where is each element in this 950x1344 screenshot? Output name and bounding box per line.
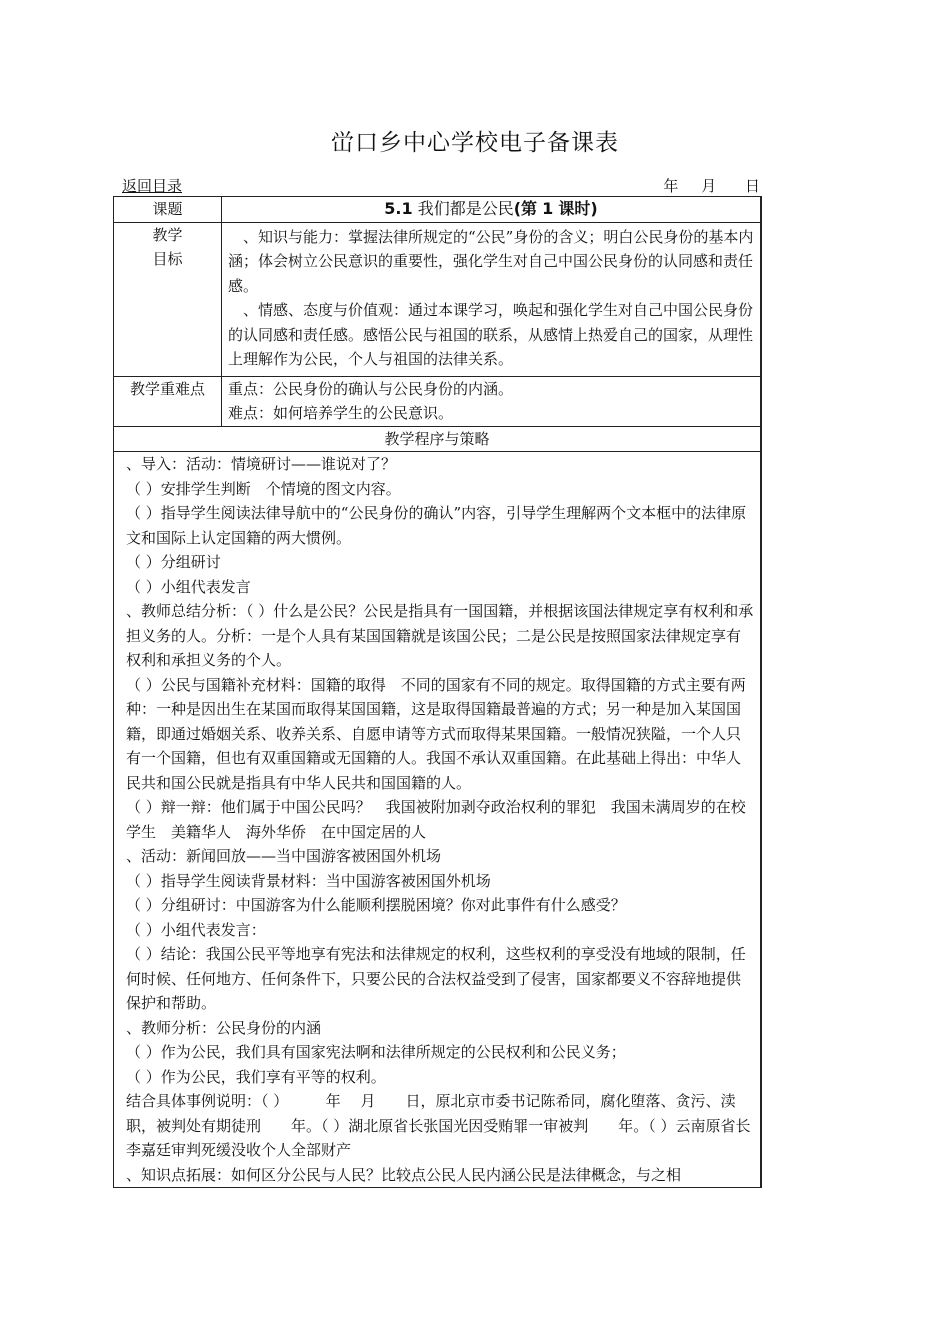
date-day-label: 日 (744, 177, 760, 195)
procedure-header: 教学程序与策略 (114, 426, 762, 452)
procedure-line: （ ）安排学生判断 个情境的图文内容。 (126, 479, 401, 498)
procedure-line: 、教师分析：公民身份的内涵 (126, 1018, 322, 1037)
procedure-line: 、导入：活动：情境研讨——谁说对了？ (126, 455, 397, 473)
goal-item: 、情感、态度与价值观：通过本课学习，唤起和强化学生对自己中国公民身份的认同感和责任感。感悟公民与祖国的联系，从感情上热爱自己的国家，从理性上理解作为公民，个人与祖国的法律关系。 (228, 301, 754, 368)
date-field (645, 175, 760, 196)
difficulty-key-point: 重点：公民身份的确认与公民身份的内涵。 (228, 379, 514, 398)
page-title: 峃口乡中心学校电子备课表 (331, 130, 619, 156)
procedure-line: 、教师总结分析：（ ）什么是公民？公民是指具有一国国籍，并根据该国法律规定享有权利和承担义务的人。分析：一是个人具有某国国籍就是该国公民；二是公民是按照国家法律规定享有权利和承担义务的个人。 (126, 602, 754, 669)
goals-content (222, 222, 762, 376)
procedure-line: （ ）小组代表发言 (126, 577, 251, 596)
lesson-plan-table (113, 196, 762, 1188)
procedure-line: （ ）辩一辩：他们属于中国公民吗？ 我国被附加剥夺政治权利的罪犯 我国未满周岁的在校学生 美籍华人 海外华侨 在中国定居的人 (126, 798, 746, 841)
topic-value (222, 197, 762, 223)
procedure-line: （ ）指导学生阅读法律导航中的“公民身份的确认”内容，引导学生理解两个文本框中的法律原文和国际上认定国籍的两大惯例。 (126, 504, 747, 547)
goal-item: 、知识与能力：掌握法律所规定的“公民”身份的含义；明白公民身份的基本内涵；体会树立公民意识的重要性，强化学生对自己中国公民身份的认同感和责任感。 (228, 227, 754, 295)
procedure-line: 、知识点拓展：如何区分公民与人民？比较点公民人民内涵公民是法律概念，与之相 (126, 1165, 682, 1184)
procedure-line: 、活动：新闻回放——当中国游客被困国外机场 (126, 847, 442, 865)
procedure-line: （ ）小组代表发言： (126, 920, 266, 939)
header-row (122, 175, 760, 197)
topic-title: 我们都是公民 (417, 199, 514, 218)
procedure-line: （ ）公民与国籍补充材料：国籍的取得 不同的国家有不同的规定。取得国籍的方式主要有两种：一种是因出生在某国而取得某国国籍，这是取得国籍最普遍的方式；另一种是加入某国国籍，即通过婚姻关系、收养关系、自愿申请等方式而取得某果国籍。一般情况狭隘，一个人只有一个国籍，但也有双重国籍或无国籍的人。我国不承认双重国籍。在此基础上得出：中华人民共和国公民就是指具有中华人民共和国国籍的人。 (126, 675, 746, 792)
topic-number: 5.1 (384, 199, 413, 218)
procedure-content (114, 452, 762, 1188)
difficulty-label: 教学重难点 (114, 376, 222, 426)
topic-label: 课题 (114, 197, 222, 223)
procedure-line: （ ）分组研讨：中国游客为什么能顺利摆脱困境？你对此事件有什么感受？ (126, 896, 626, 914)
procedure-line: （ ）结论：我国公民平等地享有宪法和法律规定的权利，这些权利的享受没有地域的限制，任何时候、任何地方、任何条件下，只要公民的合法权益受到了侵害，国家都要义不容辞地提供保护和帮助。 (126, 945, 746, 1012)
procedure-line: （ ）作为公民，我们享有平等的权利。 (126, 1067, 386, 1086)
goals-label-line-1: 教学 (152, 225, 183, 244)
topic-paren-close: 课时) (558, 199, 598, 218)
goals-label-line-2: 目标 (152, 250, 183, 268)
date-year-label: 年 (663, 177, 679, 195)
topic-lesson-number: 1 (542, 199, 554, 218)
procedure-line: （ ）作为公民，我们具有国家宪法啊和法律所规定的公民权利和公民义务； (126, 1043, 626, 1061)
procedure-line: 结合具体事例说明：（ ） 年 月 日，原北京市委书记陈希同，腐化堕落、贪污、渎职，被判处有期徒刑 年。（ ）湖北原省长张国光因受贿罪一审被判 年。（ ）云南原省长李嘉廷审判死缓没收个人全部财产 (126, 1092, 751, 1159)
difficulty-hard-point: 难点：如何培养学生的公民意识。 (228, 404, 454, 422)
date-month-label: 月 (701, 177, 717, 195)
topic-paren-open: (第 (513, 199, 538, 218)
goals-label (114, 222, 222, 376)
procedure-line: （ ）分组研讨 (126, 553, 221, 571)
back-to-index-link[interactable]: 返回目录 (122, 177, 183, 195)
difficulty-content (222, 376, 762, 426)
procedure-line: （ ）指导学生阅读背景材料：当中国游客被困国外机场 (126, 871, 491, 890)
